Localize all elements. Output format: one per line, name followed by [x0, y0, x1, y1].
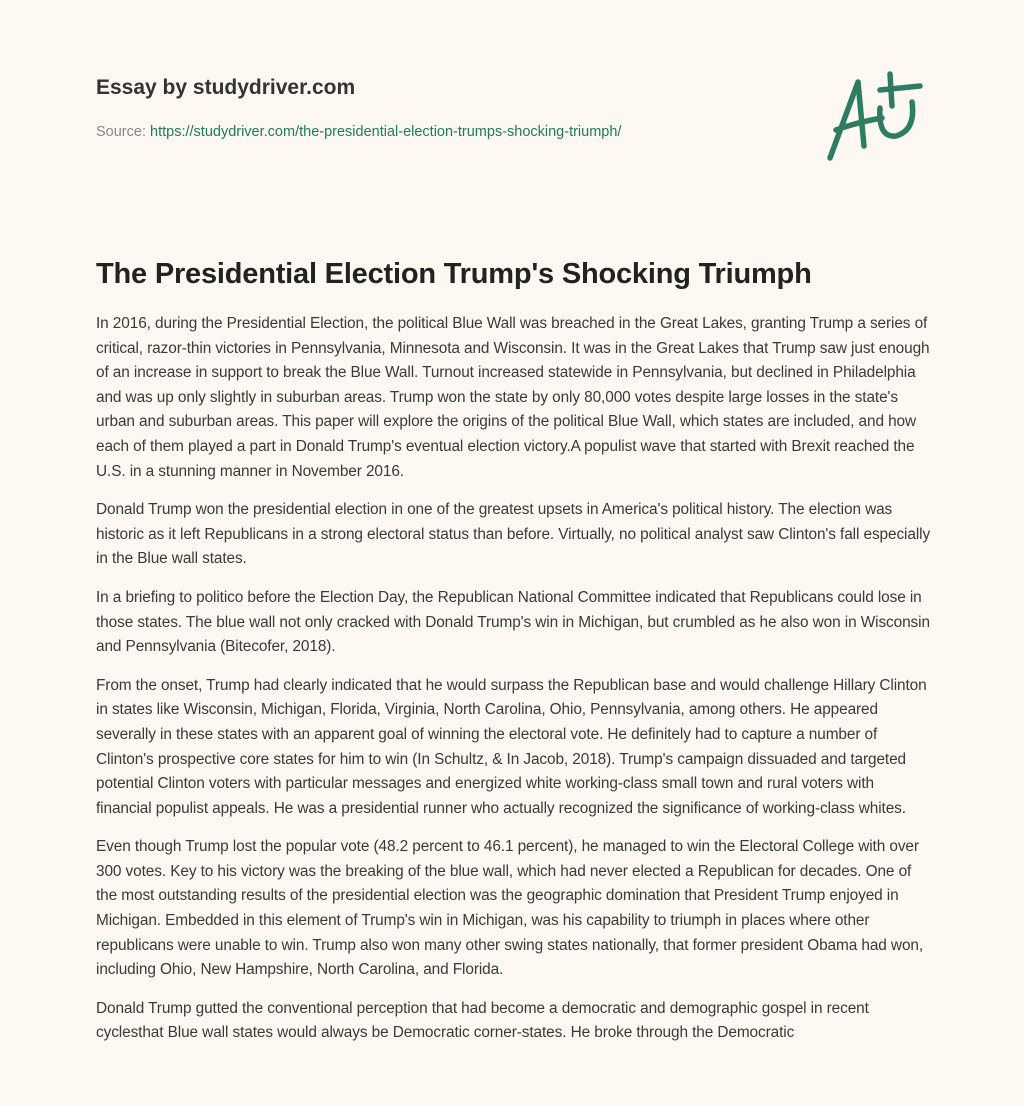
source-line	[96, 124, 621, 140]
paragraph: Even though Trump lost the popular vote (48.2 percent to 46.1 percent), he managed to win the Electoral College with over 300 votes. Key to his victory was the breaking of the blue wall, which had never elected a Republican for decades. One of the most outstanding results of the presidential election was the geographic domination that President Trump enjoyed in Michigan. Embedded in this element of Trump's win in Michigan, was his capability to triumph in places where other republicans were unable to win. Trump also won many other swing states nationally, that former president Obama had won, including Ohio, New Hampshire, North Carolina, and Florida.	[96, 838, 924, 979]
paragraph: Donald Trump won the presidential election in one of the greatest upsets in America's political history. The election was historic as it left Republicans in a strong electoral status than before. Virtually, no political analyst saw Clinton's fall especially in the Blue wall states.	[96, 501, 931, 568]
article-body	[96, 312, 932, 1060]
paragraph: From the onset, Trump had clearly indicated that he would surpass the Republican base and would challenge Hillary Clinton in states like Wisconsin, Michigan, Florida, Virginia, North Carolina, Ohio, Pennsylvania, among others. He appeared severally in these states with an apparent goal of winning the electoral vote. He definitely had to capture a number of Clinton's prospective core states for him to win (In Schultz, & In Jacob, 2018). Trump's campaign dissuaded and targeted potential Clinton voters with particular messages and energized white working-class small town and rural voters with financial populist appeals. He was a presidential runner who actually recognized the significance of working-class whites.	[96, 676, 927, 817]
a-plus-grade-icon	[820, 68, 930, 168]
site-header-title: Essay by studydriver.com	[96, 76, 356, 99]
source-link[interactable]: https://studydriver.com/the-presidential-election-trumps-shocking-triumph/	[150, 124, 622, 140]
source-label: Source:	[96, 124, 146, 140]
paragraph: Donald Trump gutted the conventional perception that had become a democratic and demographic gospel in recent cyclesthat Blue wall states would always be Democratic corner-states. He broke through the Democratic	[96, 999, 869, 1042]
paragraph: In 2016, during the Presidential Election, the political Blue Wall was breached in the Great Lakes, granting Trump a series of critical, razor-thin victories in Pennsylvania, Minnesota and Wisconsin. It was in the Great Lakes that Trump saw just enough of an increase in support to break the Blue Wall. Turnout increased statewide in Pennsylvania, but declined in Philadelphia and was up only slightly in suburban areas. Trump won the state by only 80,000 votes despite large losses in the state's urban and suburban areas. This paper will explore the origins of the political Blue Wall, which states are included, and how each of them played a part in Donald Trump's eventual election victory.A populist wave that started with Brexit reached the U.S. in a stunning manner in November 2016.	[96, 315, 930, 480]
paragraph: In a briefing to politico before the Election Day, the Republican National Committee indicated that Republicans could lose in those states. The blue wall not only cracked with Donald Trump's win in Michigan, but crumbled as he also won in Wisconsin and Pennsylvania (Bitecofer, 2018).	[96, 588, 930, 656]
page-title: The Presidential Election Trump's Shocking Triumph	[96, 258, 812, 290]
